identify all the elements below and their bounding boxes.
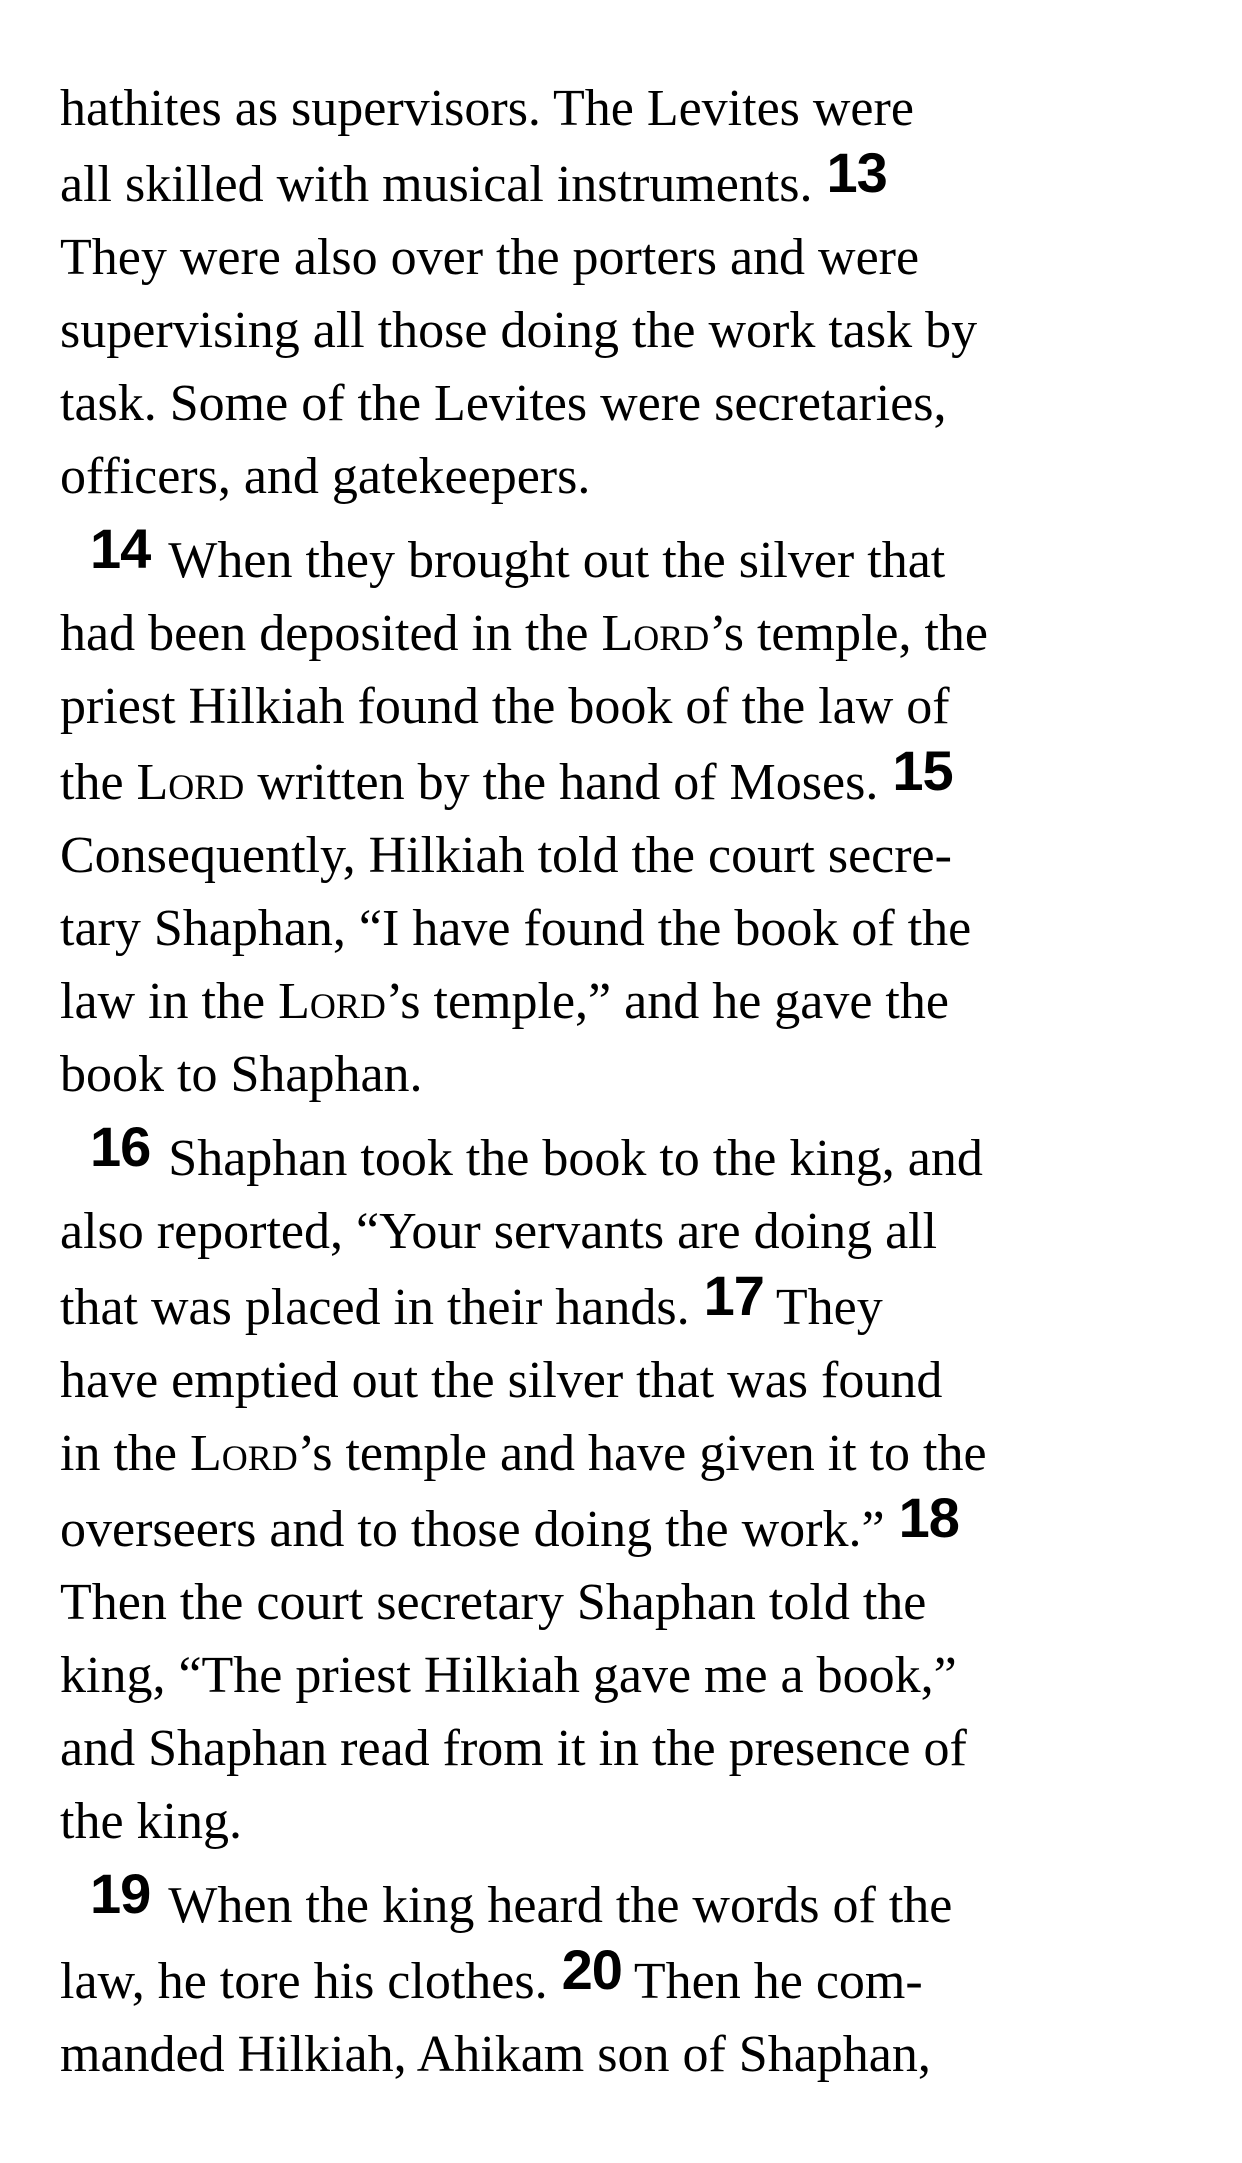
text-line: [60, 1862, 1192, 1942]
body-text: had been deposited in the: [60, 605, 602, 662]
body-text: the king.: [60, 1793, 242, 1850]
body-text: priest Hilkiah found the book of the law of: [60, 678, 950, 735]
text-line: [60, 597, 1192, 670]
text-line: [60, 670, 1192, 743]
text-line: [60, 1038, 1192, 1111]
text-line: [60, 440, 1192, 513]
verse-paragraph: [60, 1862, 1192, 2091]
body-text: Consequently, Hilkiah told the court secre-: [60, 827, 952, 884]
verse-number: 18: [898, 1486, 959, 1549]
text-line: [60, 892, 1192, 965]
verse-number: 15: [892, 739, 953, 802]
text-line: [60, 1785, 1192, 1858]
text-line: [60, 221, 1192, 294]
text-line: [60, 1938, 1192, 2018]
text-line: [60, 517, 1192, 597]
divine-name-smallcaps: Lord: [189, 1425, 298, 1482]
body-text: law in the: [60, 973, 279, 1030]
body-text: officers, and gatekeepers.: [60, 448, 591, 505]
body-text: ’s temple, the: [709, 605, 989, 662]
body-text: tary Shaphan, “I have found the book of the: [60, 900, 972, 957]
body-text: Then he com-: [633, 1953, 923, 2010]
text-line: [60, 1417, 1192, 1490]
verse-paragraph: [60, 1115, 1192, 1858]
body-text: Shaphan took the book to the king, and: [168, 1130, 983, 1187]
body-text: in the: [60, 1425, 190, 1482]
body-text: all skilled with musical instruments.: [60, 156, 813, 213]
body-text: the: [60, 754, 137, 811]
verse-number: 14: [90, 517, 151, 580]
body-text: king, “The priest Hilkiah gave me a book,”: [60, 1647, 957, 1704]
verse-number: 16: [90, 1115, 151, 1178]
body-text: They were also over the porters and were: [60, 229, 920, 286]
body-text: supervising all those doing the work task by: [60, 302, 978, 359]
body-text: ’s temple,” and he gave the: [385, 973, 949, 1030]
verse-number: 19: [90, 1862, 151, 1925]
verse-paragraph: [60, 517, 1192, 1111]
body-text: law, he tore his clothes.: [60, 1953, 548, 2010]
body-text: that was placed in their hands.: [60, 1279, 690, 1336]
text-line: [60, 965, 1192, 1038]
divine-name-smallcaps: Lord: [601, 605, 710, 662]
text-line: [60, 294, 1192, 367]
text-line: [60, 1344, 1192, 1417]
body-text: also reported, “Your servants are doing all: [60, 1203, 938, 1260]
verse-number: 13: [826, 141, 887, 204]
body-text: When they brought out the silver that: [168, 532, 946, 589]
body-text: ’s temple and have given it to the: [297, 1425, 987, 1482]
verse-number: 20: [561, 1938, 622, 2001]
body-text: and Shaphan read from it in the presence of: [60, 1720, 967, 1777]
body-text: written by the hand of Moses.: [244, 754, 879, 811]
text-line: [60, 1486, 1192, 1566]
body-text: overseers and to those doing the work.”: [60, 1501, 885, 1558]
text-line: [60, 2018, 1192, 2091]
continuation-paragraph: [60, 72, 1192, 513]
body-text: task. Some of the Levites were secretaries,: [60, 375, 947, 432]
text-line: [60, 1639, 1192, 1712]
body-text: When the king heard the words of the: [168, 1877, 953, 1934]
body-text: manded Hilkiah, Ahikam son of Shaphan,: [60, 2026, 931, 2083]
text-line: [60, 367, 1192, 440]
body-text: They: [775, 1279, 883, 1336]
text-line: [60, 1115, 1192, 1195]
text-line: [60, 1195, 1192, 1268]
divine-name-smallcaps: Lord: [136, 754, 245, 811]
text-line: [60, 1712, 1192, 1785]
body-text: Then the court secretary Shaphan told the: [60, 1574, 927, 1631]
text-line: [60, 141, 1192, 221]
text-line: [60, 739, 1192, 819]
text-line: [60, 819, 1192, 892]
body-text: have emptied out the silver that was found: [60, 1352, 943, 1409]
body-text: book to Shaphan.: [60, 1046, 423, 1103]
text-line: [60, 1566, 1192, 1639]
text-line: [60, 1264, 1192, 1344]
verse-number: 17: [703, 1264, 764, 1327]
body-text: hathites as supervisors. The Levites were: [60, 80, 914, 137]
text-line: [60, 72, 1192, 145]
divine-name-smallcaps: Lord: [278, 973, 386, 1030]
